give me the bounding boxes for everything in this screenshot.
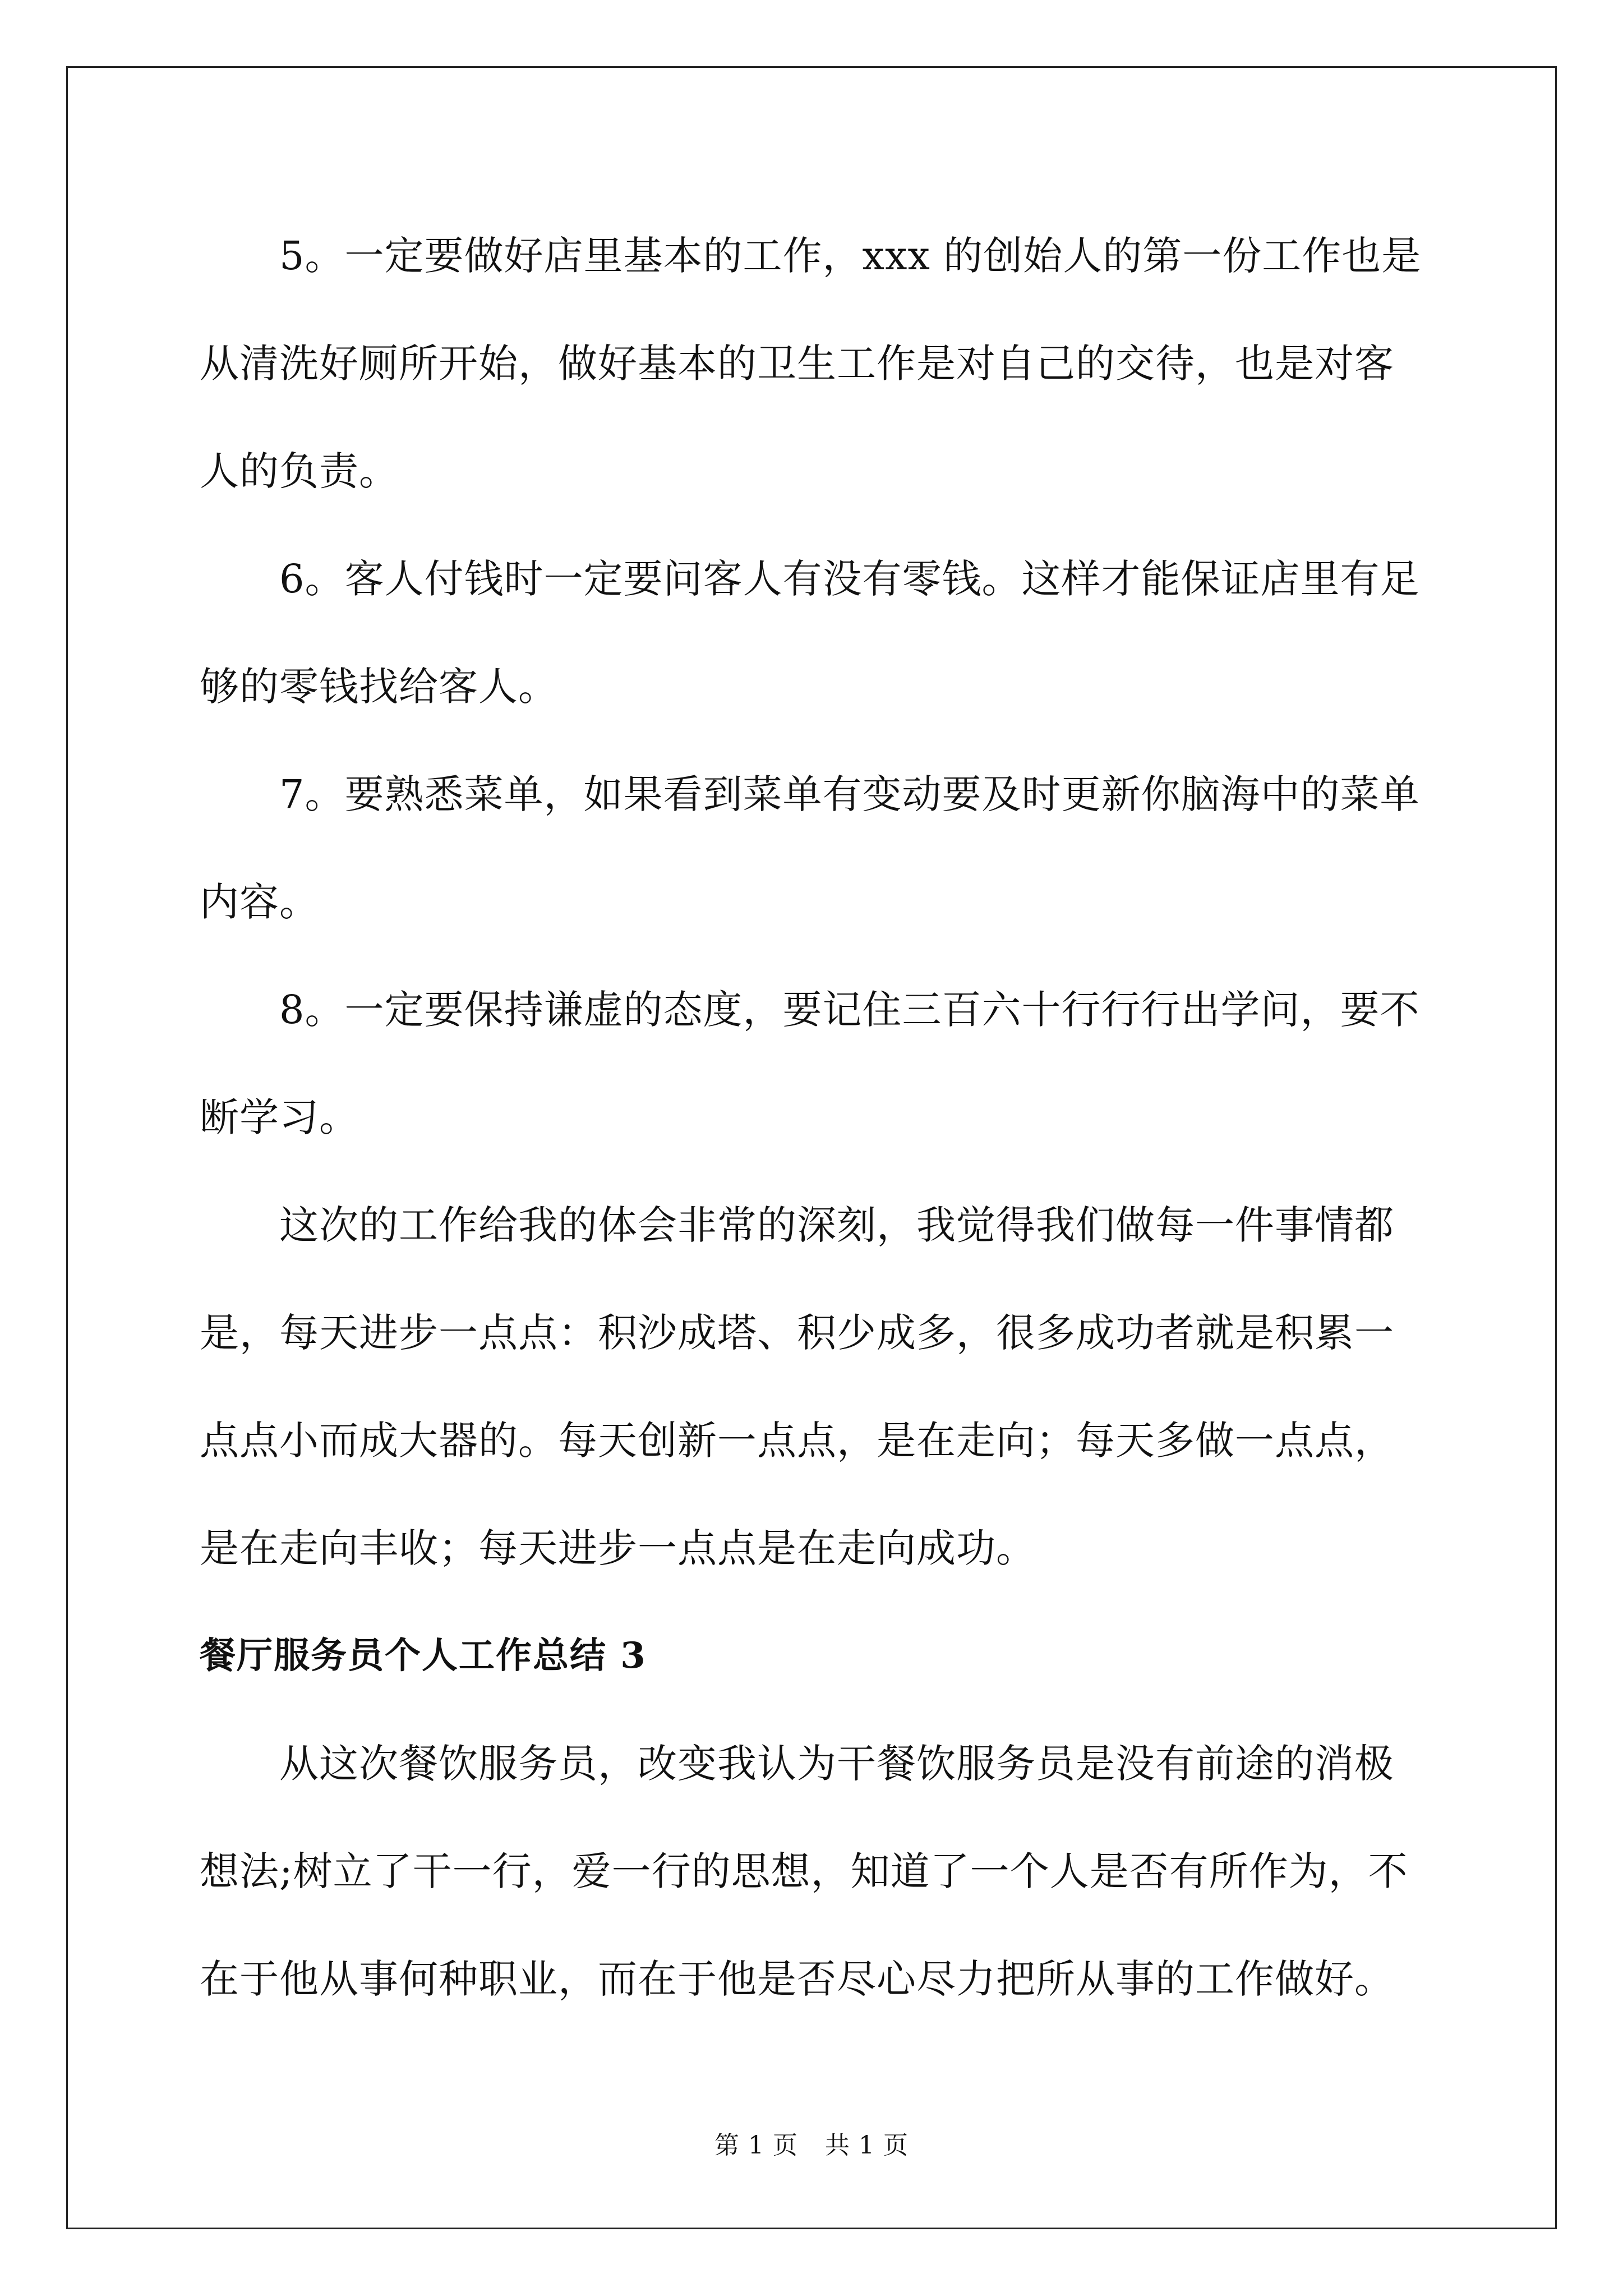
paragraph-summary-3 (200, 1710, 1428, 2033)
text-line: 够的零钱找给客人。 (200, 664, 558, 710)
text-line: 从清洗好厕所开始，做好基本的卫生工作是对自己的交待，也是对客 (200, 341, 1394, 386)
text-line: 在于他从事何种职业，而在于他是否尽心尽力把所从事的工作做好。 (200, 1956, 1394, 2002)
paragraph-item-5 (200, 202, 1428, 525)
text-line: 点点小而成大器的。每天创新一点点，是在走向；每天多做一点点， (200, 1418, 1394, 1464)
page-number: 第 1 页 (714, 2131, 798, 2160)
paragraph-reflection (200, 1171, 1428, 1602)
paragraph-item-8 (200, 956, 1428, 1171)
page-total: 共 1 页 (825, 2131, 909, 2160)
text-line: 7。要熟悉菜单，如果看到菜单有变动要及时更新你脑海中的菜单 (279, 771, 1420, 817)
text-line: 内容。 (200, 879, 319, 925)
text-line: 是，每天进步一点点：积沙成塔、积少成多，很多成功者就是积累一 (200, 1310, 1394, 1356)
text-line: 5。一定要做好店里基本的工作，xxx 的创始人的第一份工作也是 (279, 233, 1422, 279)
page-footer (0, 2129, 1623, 2162)
paragraph-item-6 (200, 525, 1428, 740)
text-line: 这次的工作给我的体会非常的深刻，我觉得我们做每一件事情都 (279, 1202, 1394, 1248)
text-line: 想法;树立了干一行，爱一行的思想，知道了一个人是否有所作为，不 (200, 1848, 1408, 1894)
text-line: 断学习。 (200, 1094, 359, 1140)
paragraph-item-7 (200, 740, 1428, 956)
text-line: 8。一定要保持谦虚的态度，要记住三百六十行行行出学问，要不 (279, 987, 1420, 1033)
text-line: 是在走向丰收；每天进步一点点是在走向成功。 (200, 1525, 1036, 1571)
text-line: 从这次餐饮服务员，改变我认为干餐饮服务员是没有前途的消极 (279, 1741, 1394, 1787)
document-body (200, 202, 1428, 2033)
text-line: 6。客人付钱时一定要问客人有没有零钱。这样才能保证店里有足 (279, 556, 1420, 602)
text-line: 人的负责。 (200, 448, 399, 494)
section-heading: 餐厅服务员个人工作总结 3 (200, 1635, 647, 1677)
